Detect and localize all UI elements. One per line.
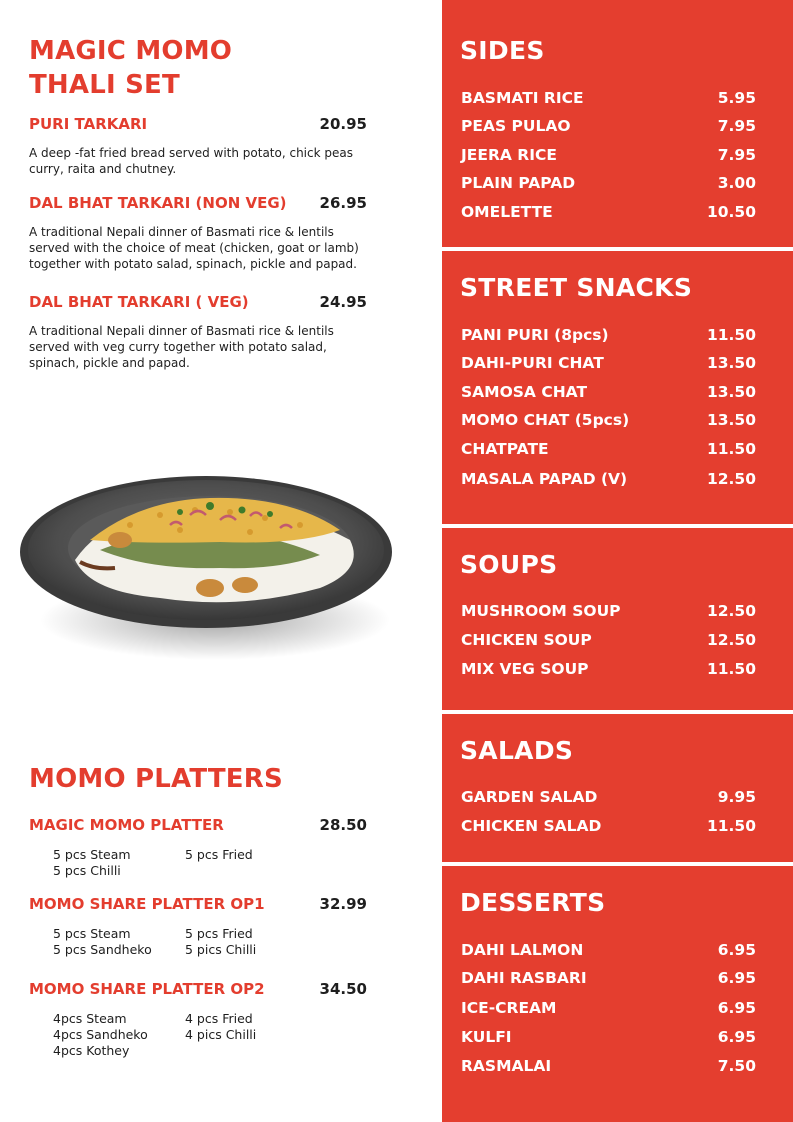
item-description: A traditional Nepali dinner of Basmati rice & lentils served with veg curry together with potato salad, spinach, pickle and papad. — [29, 324, 334, 370]
menu-row — [461, 817, 756, 835]
menu-row — [461, 602, 756, 620]
item-price: 3.00 — [717, 174, 756, 192]
item-price: 11.50 — [706, 817, 756, 835]
platter-item — [29, 816, 367, 879]
item-price: 6.95 — [717, 1028, 756, 1046]
menu-row — [461, 631, 756, 649]
item-name: MAGIC MOMO PLATTER — [29, 816, 224, 834]
item-name: KULFI — [461, 1028, 512, 1046]
menu-row — [461, 969, 756, 987]
salads-panel — [442, 714, 793, 862]
item-price: 7.95 — [717, 146, 756, 164]
item-price: 10.50 — [706, 203, 756, 221]
item-price: 7.95 — [717, 117, 756, 135]
item-name: MOMO SHARE PLATTER OP2 — [29, 980, 265, 998]
street-snacks-title: STREET SNACKS — [460, 273, 693, 302]
thali-title-line1: MAGIC MOMO — [29, 36, 233, 66]
menu-row — [461, 941, 756, 959]
piece: 5 pics Chilli — [185, 942, 257, 957]
item-price: 26.95 — [319, 194, 367, 212]
item-name: CHICKEN SALAD — [461, 817, 602, 835]
piece: 5 pcs Sandheko — [53, 942, 152, 957]
thali-title-line2: THALI SET — [29, 70, 180, 100]
salads-title: SALADS — [460, 736, 574, 765]
item-name: MUSHROOM SOUP — [461, 602, 621, 620]
piece: 5 pcs Fried — [185, 926, 253, 941]
platter-item — [29, 980, 367, 1059]
piece: 5 pcs Steam — [53, 847, 131, 862]
item-description: A traditional Nepali dinner of Basmati rice & lentils served with the choice of meat (chicken, goat or lamb) together with potato salad, spinach, pickle and papad. — [29, 225, 359, 271]
item-price: 6.95 — [717, 941, 756, 959]
item-name: CHATPATE — [461, 440, 549, 458]
item-price: 20.95 — [319, 115, 367, 133]
item-name: GARDEN SALAD — [461, 788, 598, 806]
platter-item — [29, 895, 367, 958]
piece: 4 pcs Fried — [185, 1011, 253, 1026]
item-name: OMELETTE — [461, 203, 553, 221]
piece: 4pcs Kothey — [53, 1043, 130, 1058]
item-price: 6.95 — [717, 999, 756, 1017]
item-name: DAL BHAT TARKARI (NON VEG) — [29, 194, 287, 212]
item-price: 11.50 — [706, 440, 756, 458]
piece — [185, 1043, 325, 1059]
menu-row — [461, 174, 756, 192]
platter-pieces — [53, 926, 367, 958]
item-name: MIX VEG SOUP — [461, 660, 589, 678]
platters-section-title: MOMO PLATTERS — [29, 764, 283, 794]
item-price: 32.99 — [319, 895, 367, 913]
item-price: 34.50 — [319, 980, 367, 998]
item-name: PEAS PULAO — [461, 117, 571, 135]
item-name: PANI PURI (8pcs) — [461, 326, 609, 344]
thali-section-title — [29, 34, 232, 102]
item-price: 13.50 — [706, 383, 756, 401]
thali-item — [29, 194, 367, 272]
menu-row — [461, 999, 756, 1017]
thali-item — [29, 293, 367, 371]
desserts-panel — [442, 866, 793, 1122]
item-name: PURI TARKARI — [29, 115, 148, 133]
menu-row — [461, 411, 756, 429]
item-price: 6.95 — [717, 969, 756, 987]
desserts-title: DESSERTS — [460, 888, 606, 917]
plate-image-svg — [20, 470, 392, 670]
menu-row — [461, 383, 756, 401]
piece: 5 pcs Chilli — [53, 863, 121, 878]
menu-row — [461, 660, 756, 678]
piece: 5 pcs Steam — [53, 926, 131, 941]
item-name: CHICKEN SOUP — [461, 631, 592, 649]
item-name: DAHI-PURI CHAT — [461, 354, 604, 372]
piece: 5 pcs Fried — [185, 847, 253, 862]
item-name: MOMO SHARE PLATTER OP1 — [29, 895, 265, 913]
item-name: ICE-CREAM — [461, 999, 557, 1017]
item-name: PLAIN PAPAD — [461, 174, 576, 192]
item-price: 7.50 — [717, 1057, 756, 1075]
item-name: SAMOSA CHAT — [461, 383, 588, 401]
menu-row — [461, 1028, 756, 1046]
item-name: DAL BHAT TARKARI ( VEG) — [29, 293, 249, 311]
platter-pieces — [53, 847, 367, 879]
sides-title: SIDES — [460, 36, 545, 65]
plate-of-chaat-image — [20, 470, 392, 670]
menu-row — [461, 1057, 756, 1075]
menu-row — [461, 354, 756, 372]
item-price: 9.95 — [717, 788, 756, 806]
item-name: MASALA PAPAD (V) — [461, 470, 628, 488]
item-price: 11.50 — [706, 660, 756, 678]
platter-pieces — [53, 1011, 367, 1059]
item-price: 13.50 — [706, 411, 756, 429]
item-price: 12.50 — [706, 631, 756, 649]
piece: 4pcs Sandheko — [53, 1027, 148, 1042]
item-price: 13.50 — [706, 354, 756, 372]
piece — [185, 863, 325, 879]
item-name: MOMO CHAT (5pcs) — [461, 411, 630, 429]
soups-title: SOUPS — [460, 550, 558, 579]
thali-item — [29, 115, 367, 177]
item-name: JEERA RICE — [461, 146, 557, 164]
menu-row — [461, 203, 756, 221]
street-snacks-panel — [442, 251, 793, 524]
item-name: DAHI LALMON — [461, 941, 584, 959]
item-name: DAHI RASBARI — [461, 969, 587, 987]
soups-panel — [442, 528, 793, 710]
menu-row — [461, 470, 756, 488]
menu-row — [461, 117, 756, 135]
menu-row — [461, 326, 756, 344]
piece: 4 pics Chilli — [185, 1027, 257, 1042]
item-description: A deep -fat fried bread served with potato, chick peas curry, raita and chutney. — [29, 146, 353, 176]
item-price: 5.95 — [717, 89, 756, 107]
piece: 4pcs Steam — [53, 1011, 127, 1026]
item-name: RASMALAI — [461, 1057, 552, 1075]
item-price: 28.50 — [319, 816, 367, 834]
item-price: 12.50 — [706, 602, 756, 620]
item-price: 11.50 — [706, 326, 756, 344]
sides-panel — [442, 0, 793, 247]
menu-row — [461, 89, 756, 107]
menu-row — [461, 146, 756, 164]
menu-row — [461, 440, 756, 458]
menu-row — [461, 788, 756, 806]
item-price: 12.50 — [706, 470, 756, 488]
item-price: 24.95 — [319, 293, 367, 311]
item-name: BASMATI RICE — [461, 89, 584, 107]
